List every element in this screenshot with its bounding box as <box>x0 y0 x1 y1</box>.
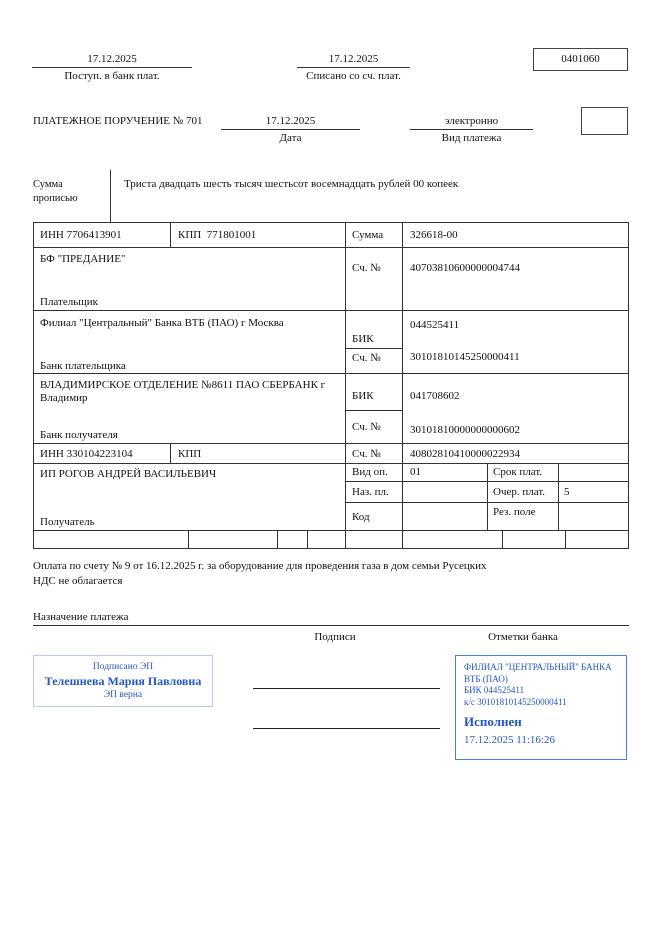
amount-words-label-2: прописью <box>33 193 78 204</box>
sum-label: Сумма <box>352 229 384 241</box>
amount-words-value: Триста двадцать шесть тысяч шестьсот восемнадцать рублей 00 копеек <box>124 178 459 190</box>
bank-stamp-corr-account: к/с 30101810145250000411 <box>464 696 567 707</box>
table-line <box>565 530 566 548</box>
vid-op-label: Вид оп. <box>352 466 388 478</box>
document-date-underline <box>221 129 360 130</box>
signature-line-1 <box>253 688 440 689</box>
table-line <box>502 530 503 548</box>
table-line <box>487 463 488 530</box>
table-line <box>33 222 629 223</box>
receiver-account: 40802810410000022934 <box>410 448 520 460</box>
payer-label: Плательщик <box>40 296 98 308</box>
table-line <box>33 463 629 464</box>
purpose-label: Назначение платежа <box>33 611 129 623</box>
payer-account: 40703810600000004744 <box>410 262 520 274</box>
table-line <box>33 548 629 549</box>
table-line <box>33 247 629 248</box>
kod-label: Код <box>352 511 370 523</box>
table-line <box>307 530 308 548</box>
payer-bank-label: Банк плательщика <box>40 360 126 372</box>
receiver-bank-account-label: Сч. № <box>352 421 381 433</box>
rez-pole-label: Рез. поле <box>493 506 536 518</box>
receiver-inn: ИНН 330104223104 <box>40 448 133 460</box>
payer-bank-bik-label: БИК <box>352 333 374 345</box>
payment-kind-underline <box>410 129 533 130</box>
receiver-bank-label: Банк получателя <box>40 429 118 441</box>
form-code: 0401060 <box>561 53 600 65</box>
amount-words-divider <box>110 170 111 222</box>
signature-stamp <box>33 655 213 707</box>
purpose-line-1: Оплата по счету № 9 от 16.12.2025 г. за оборудование для проведения газа в дом семьи Русецких <box>33 560 487 572</box>
table-line <box>345 348 402 349</box>
bank-stamp-bik: БИК 044525411 <box>464 685 525 695</box>
bank-stamp <box>455 655 627 760</box>
payer-bank-name: Филиал "Центральный" Банка ВТБ (ПАО) г Москва <box>40 317 284 329</box>
signature-line-2 <box>253 728 440 729</box>
status-code-box <box>581 107 628 135</box>
payer-bank-account: 30101810145250000411 <box>410 351 520 363</box>
document-date: 17.12.2025 <box>265 115 316 127</box>
purpose-underline <box>33 625 629 626</box>
bank-stamp-timestamp: 17.12.2025 11:16:26 <box>464 734 555 746</box>
debited-date-underline <box>297 67 410 68</box>
table-line <box>170 443 171 463</box>
receiver-bank-name: ВЛАДИМИРСКОЕ ОТДЕЛЕНИЕ №8611 ПАО СБЕРБАНК г Владимир <box>40 379 326 404</box>
table-line <box>188 530 189 548</box>
form-code-box <box>533 48 628 71</box>
bank-stamp-branch: ФИЛИАЛ "ЦЕНТРАЛЬНЫЙ" БАНКА ВТБ (ПАО) <box>464 662 612 684</box>
received-date-label: Поступ. в банк плат. <box>64 70 160 82</box>
table-line <box>170 222 171 247</box>
table-line <box>558 463 559 530</box>
payer-account-label: Сч. № <box>352 262 381 274</box>
table-line <box>33 373 629 374</box>
signatures-heading: Подписи <box>314 631 356 643</box>
payment-kind-value: электронно <box>444 115 499 127</box>
page-title: ПЛАТЕЖНОЕ ПОРУЧЕНИЕ № 701 <box>33 115 203 127</box>
receiver-bank-account: 30101810000000000602 <box>410 424 520 436</box>
payer-inn: ИНН 7706413901 <box>40 229 122 241</box>
payment-kind-label: Вид платежа <box>441 132 502 144</box>
table-line <box>345 410 402 411</box>
table-line <box>33 443 629 444</box>
payer-bank-bik: 044525411 <box>410 319 460 331</box>
ocher-plat-value: 5 <box>564 486 570 498</box>
receiver-label: Получатель <box>40 516 95 528</box>
ocher-plat-label: Очер. плат. <box>493 486 546 498</box>
payer-name: БФ "ПРЕДАНИЕ" <box>40 253 126 265</box>
table-line <box>402 222 403 548</box>
sum-value: 326618-00 <box>410 229 458 241</box>
table-line <box>33 310 629 311</box>
vid-op-value: 01 <box>410 466 421 478</box>
debited-date-label: Списано со сч. плат. <box>306 70 401 82</box>
signature-stamp-name: Телешнева Мария Павловна <box>44 674 202 688</box>
document-date-label: Дата <box>279 132 302 144</box>
table-line <box>628 222 629 548</box>
receiver-bank-bik-label: БИК <box>352 390 374 402</box>
purpose-line-2: НДС не облагается <box>33 575 123 587</box>
signature-stamp-signed-by: Подписано ЭП <box>92 662 154 672</box>
naz-pl-label: Наз. пл. <box>352 486 389 498</box>
received-date: 17.12.2025 <box>87 53 137 65</box>
payer-bank-account-label: Сч. № <box>352 352 381 364</box>
debited-date: 17.12.2025 <box>328 53 379 65</box>
payer-kpp: КПП 771801001 <box>178 229 257 241</box>
receiver-bank-bik: 041708602 <box>410 390 460 402</box>
receiver-name: ИП РОГОВ АНДРЕЙ ВАСИЛЬЕВИЧ <box>40 468 217 480</box>
amount-words-label-1: Сумма <box>33 179 63 190</box>
bank-stamp-status: Исполнен <box>464 714 522 729</box>
table-line <box>33 530 629 531</box>
bank-marks-heading: Отметки банка <box>488 631 558 643</box>
received-date-underline <box>32 67 192 68</box>
receiver-kpp: КПП <box>178 448 202 460</box>
table-line <box>345 222 346 548</box>
receiver-account-label: Сч. № <box>352 448 381 460</box>
srok-plat-label: Срок плат. <box>493 466 543 478</box>
table-line <box>277 530 278 548</box>
signature-stamp-verified: ЭП верна <box>103 690 143 700</box>
table-line <box>33 222 34 548</box>
